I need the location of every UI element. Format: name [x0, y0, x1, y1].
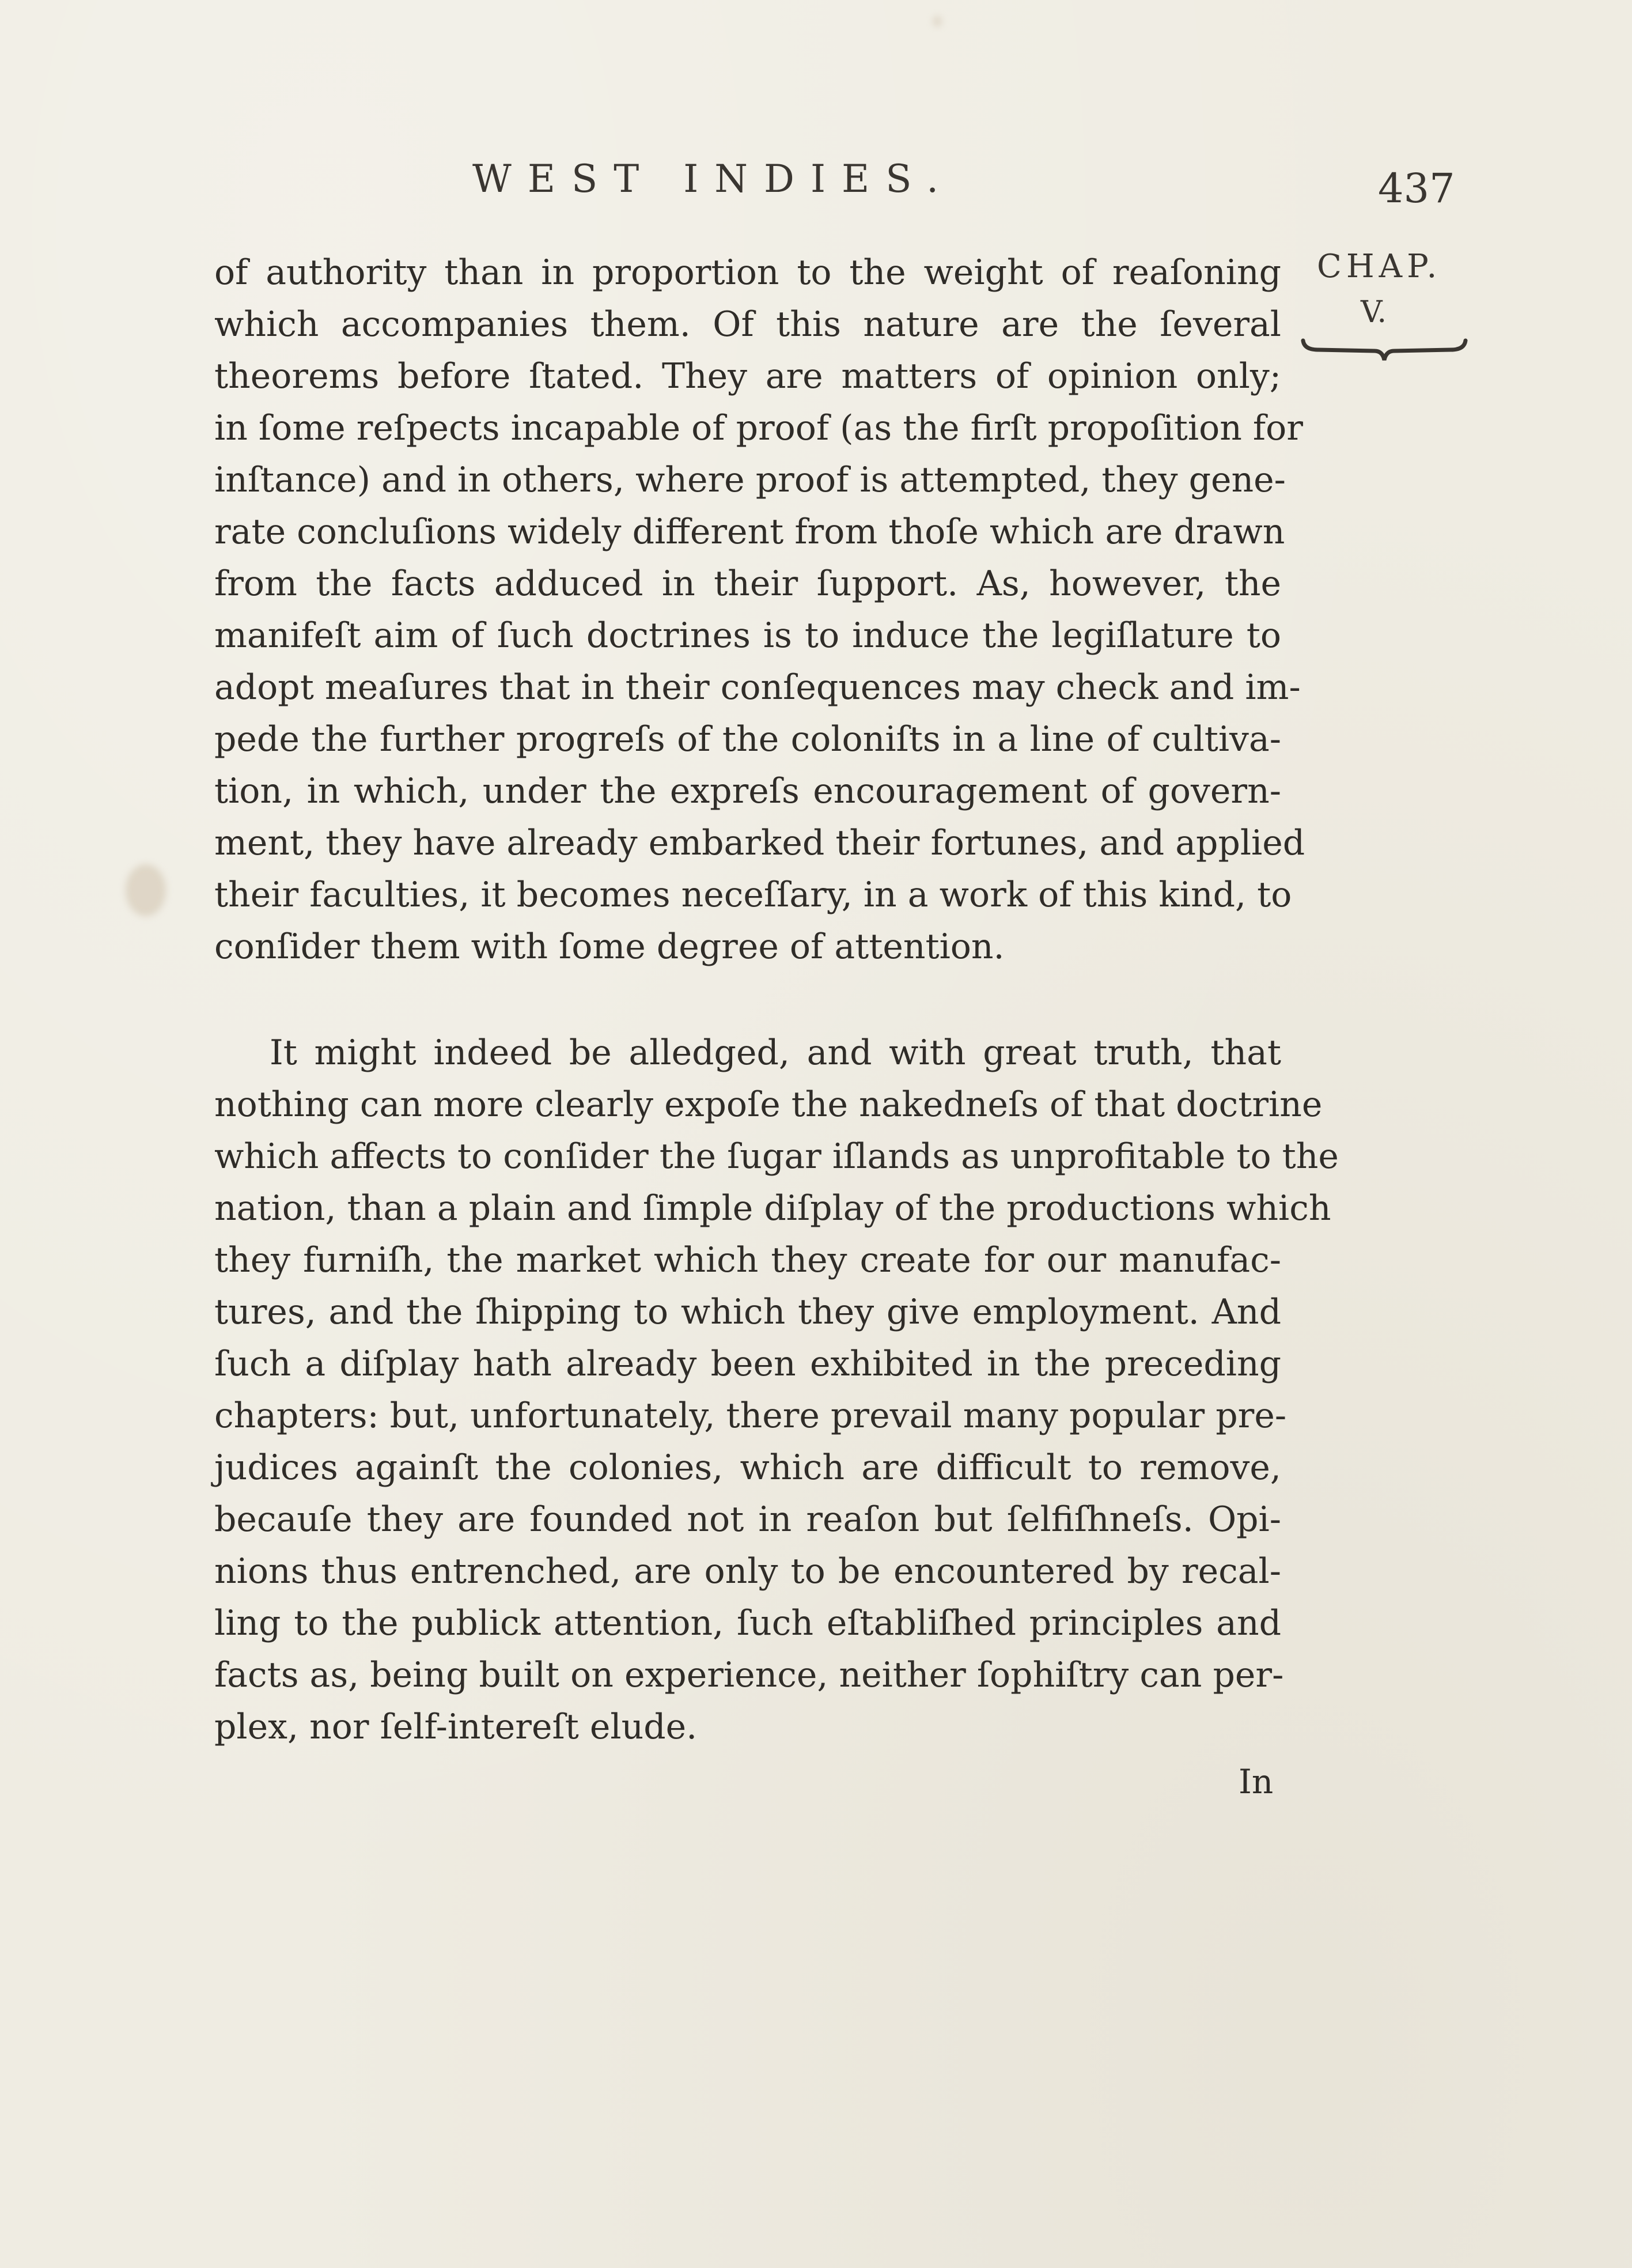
text-line: nation, than a plain and ſimple diſplay of the productions which: [214, 1188, 1331, 1228]
text-line: from the facts adduced in their ſupport. As, however, the: [214, 564, 1281, 604]
running-head: WEST INDIES.: [472, 157, 955, 201]
text-line: pede the further progreſs of the coloniſts in a line of cultiva-: [214, 719, 1281, 759]
page-number: 437: [1378, 165, 1455, 212]
text-line: theorems before ſtated. They are matters of opinion only;: [214, 356, 1281, 396]
text-line: conſider them with ſome degree of attention.: [214, 927, 1005, 967]
paragraph-2: [214, 1027, 1339, 1753]
foxing-spot: [933, 16, 941, 27]
text-line: nothing can more clearly expoſe the nakedneſs of that doctrine: [214, 1084, 1323, 1125]
text-line: tures, and the ſhipping to which they give employment. And: [214, 1292, 1281, 1332]
paragraph-1: [214, 247, 1305, 973]
text-line: adopt meaſures that in their conſequences may check and im-: [214, 667, 1301, 708]
chapter-number: V.: [1361, 295, 1387, 330]
text-line: plex, nor ſelf-intereſt elude.: [214, 1707, 698, 1747]
text-line: tion, in which, under the expreſs encouragement of govern-: [214, 771, 1281, 811]
text-line: of authority than in proportion to the weight of reaſoning: [214, 252, 1281, 293]
foxing-spot: [126, 864, 166, 916]
text-line: they furniſh, the market which they create for our manufac-: [214, 1240, 1281, 1280]
catchword: In: [1239, 1762, 1274, 1801]
text-line: rate concluſions widely different from thoſe which are drawn: [214, 512, 1285, 552]
text-line: becauſe they are founded not in reaſon but ſelfiſhneſs. Opi-: [214, 1499, 1281, 1540]
text-line: nions thus entrenched, are only to be encountered by recal-: [214, 1551, 1281, 1592]
text-line: It might indeed be alledged, and with great truth, that: [270, 1033, 1281, 1073]
text-line: facts as, being built on experience, neither ſophiſtry can per-: [214, 1655, 1284, 1695]
chapter-label: CHAP.: [1317, 248, 1442, 285]
text-line: ſuch a diſplay hath already been exhibited in the preceding: [214, 1344, 1281, 1384]
text-line: judices againſt the colonies, which are difficult to remove,: [214, 1447, 1281, 1488]
text-line: chapters: but, unfortunately, there prevail many popular pre-: [214, 1396, 1287, 1436]
text-line: ling to the publick attention, ſuch eſtabliſhed principles and: [214, 1603, 1281, 1643]
text-line: ment, they have already embarked their fortunes, and applied: [214, 823, 1305, 863]
text-line: which affects to conſider the ſugar iſlands as unprofitable to the: [214, 1136, 1339, 1177]
text-line: manifeſt aim of ſuch doctrines is to induce the legiſlature to: [214, 615, 1281, 656]
text-line: inſtance) and in others, where proof is attempted, they gene-: [214, 460, 1286, 500]
text-line: in ſome reſpects incapable of proof (as the firſt propoſition for: [214, 408, 1303, 448]
text-line: which accompanies them. Of this nature are the ſeveral: [214, 304, 1281, 345]
chapter-brace-icon: [1301, 337, 1468, 362]
text-line: their faculties, it becomes neceſſary, in a work of this kind, to: [214, 875, 1292, 915]
